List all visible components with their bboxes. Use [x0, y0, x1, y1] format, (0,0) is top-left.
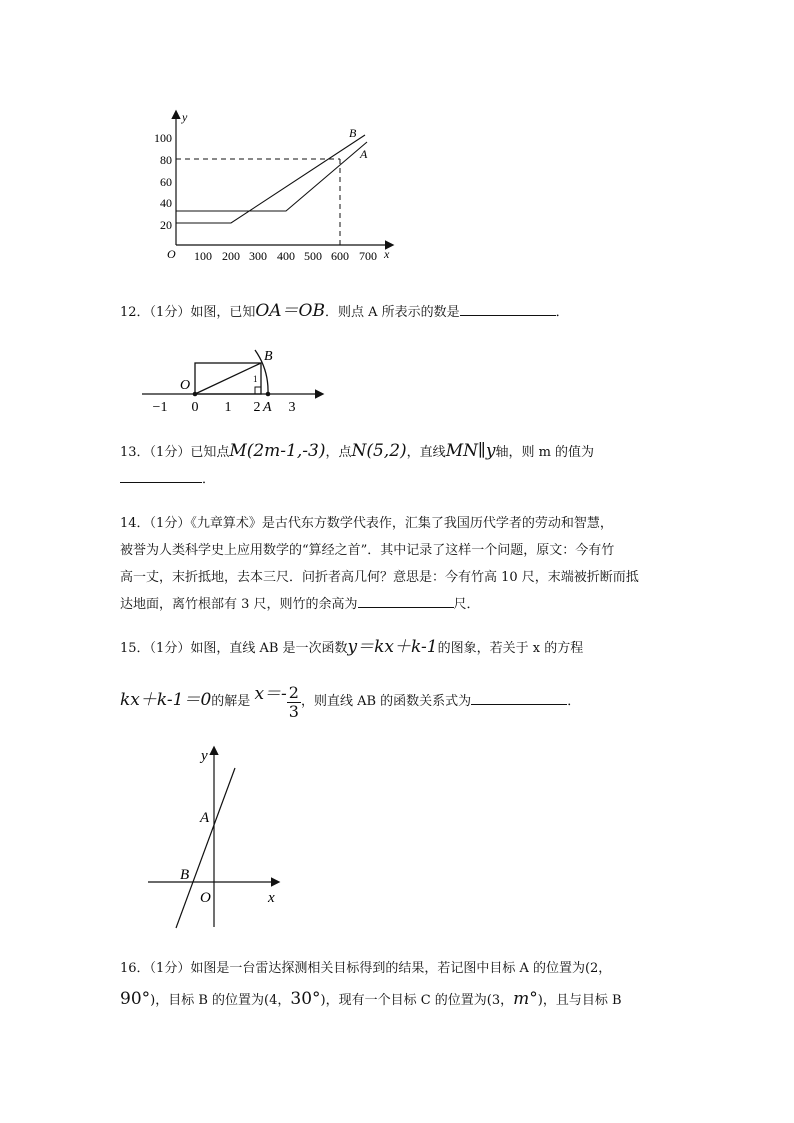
label-b: B	[349, 126, 357, 140]
q15-denominator: 3	[288, 701, 299, 721]
q12-end: ．	[555, 305, 569, 320]
q13-answer-blank[interactable]	[120, 468, 202, 483]
y-tick: 60	[160, 175, 172, 189]
label-x: x	[268, 890, 275, 906]
label-o: O	[200, 890, 211, 906]
q12-answer-blank[interactable]	[460, 301, 556, 316]
x-axis-label: x	[384, 247, 390, 261]
question-13	[120, 440, 594, 464]
q14-line2: 被誉为人类科学史上应用数学的“算经之首”．其中记录了这样一个问题，原文：今有竹	[120, 543, 615, 558]
diagonal-ob	[195, 363, 261, 394]
q15-figure	[140, 742, 290, 932]
q12-suffix: ．则点 A 所表示的数是	[324, 305, 460, 320]
question-14	[120, 510, 639, 618]
label-a: A	[263, 400, 272, 415]
q14-line4-suffix: 尺．	[453, 597, 480, 612]
q15-function: y＝kx＋k-1	[347, 637, 438, 657]
q14-answer-blank[interactable]	[358, 593, 454, 608]
question-15-line2	[120, 680, 580, 722]
q15-tail: ，则直线 AB 的函数关系式为	[300, 694, 472, 709]
tick-label: 3	[288, 400, 296, 415]
label-b: B	[180, 867, 190, 883]
q15-equation: kx＋k-1＝0	[120, 690, 212, 710]
q16-text-3: )，且与目标 B	[537, 993, 622, 1008]
graph-lines-a-b	[150, 108, 400, 268]
question-12	[120, 300, 569, 324]
tick-label: −1	[152, 400, 168, 415]
label-y: y	[201, 748, 208, 764]
q13-prefix: 13．（1分）已知点	[120, 445, 230, 460]
origin-label: O	[167, 247, 176, 261]
x-tick: 200	[222, 249, 240, 263]
q15-numerator: 2	[288, 682, 299, 702]
x-tick: 100	[194, 249, 212, 263]
q13-point-n: N(5,2)	[351, 441, 407, 461]
q12-figure	[138, 342, 328, 416]
q15-sol-text: 的解是	[211, 694, 251, 709]
q14-line1: 14．（1分）《九章算术》是古代东方数学代表作，汇集了我国历代学者的劳动和智慧，	[120, 516, 613, 531]
x-tick: 300	[249, 249, 267, 263]
q16-angle-b: 30°	[290, 989, 321, 1009]
q12-prefix: 12．（1分）如图，已知	[120, 305, 256, 320]
q13-mid2: ，直线	[406, 445, 446, 460]
y-axis-label: y	[182, 110, 188, 124]
y-tick: 40	[160, 196, 172, 210]
q16-angle-c: m°	[513, 989, 538, 1009]
q15-fraction	[287, 684, 301, 721]
question-15	[120, 636, 583, 660]
line-b	[176, 135, 365, 223]
x-tick: 500	[304, 249, 322, 263]
q13-suffix: 轴，则 m 的值为	[495, 445, 595, 460]
question-16	[120, 958, 611, 980]
q13-mid: ，点	[325, 445, 352, 460]
x-tick: 600	[331, 249, 349, 263]
tick-label: 2	[253, 400, 261, 415]
q15-solution	[254, 682, 301, 721]
label-a: A	[360, 147, 368, 161]
label-one: 1	[253, 374, 258, 384]
q16-text-2: )，现有一个目标 C 的位置为(3，	[320, 993, 514, 1008]
label-o: O	[180, 378, 191, 393]
question-13-line2	[120, 468, 215, 491]
q14-line4-prefix: 达地面，离竹根部有 3 尺，则竹的余高为	[120, 597, 358, 612]
q13-end: ．	[202, 472, 216, 487]
q16-angle-a: 90°	[120, 989, 151, 1009]
q12-math: OA＝OB	[255, 301, 325, 321]
q14-line4	[120, 591, 639, 618]
y-tick: 100	[154, 131, 172, 145]
q16-text-1: )，目标 B 的位置为(4，	[150, 993, 291, 1008]
y-tick: 20	[160, 218, 172, 232]
q16-line1: 16．（1分）如图是一台雷达探测相关目标得到的结果，若记图中目标 A 的位置为(2，	[120, 961, 612, 976]
right-angle-mark	[255, 387, 261, 394]
q15-suffix: 的图象，若关于 x 的方程	[437, 641, 584, 656]
q15-answer-blank[interactable]	[471, 690, 567, 705]
q15-prefix: 15．（1分）如图，直线 AB 是一次函数	[120, 641, 348, 656]
q13-point-m: M(2m-1,-3)	[229, 441, 326, 461]
q13-line: MN∥y	[445, 441, 496, 461]
point-a	[266, 392, 271, 397]
y-tick: 80	[160, 153, 172, 167]
x-tick: 400	[277, 249, 295, 263]
q15-end: ．	[567, 694, 581, 709]
label-b: B	[264, 349, 273, 364]
tick-label: 1	[224, 400, 232, 415]
label-a: A	[200, 810, 210, 826]
point-o	[193, 392, 198, 397]
q14-line3: 高一丈，末折抵地，去本三尺．问折者高几何？意思是：今有竹高 10 尺，末端被折断而抵	[120, 570, 639, 585]
q15-sol-x: x＝-	[254, 683, 287, 704]
question-16-line2	[120, 988, 622, 1012]
tick-label: 0	[191, 400, 199, 415]
x-tick: 700	[359, 249, 377, 263]
